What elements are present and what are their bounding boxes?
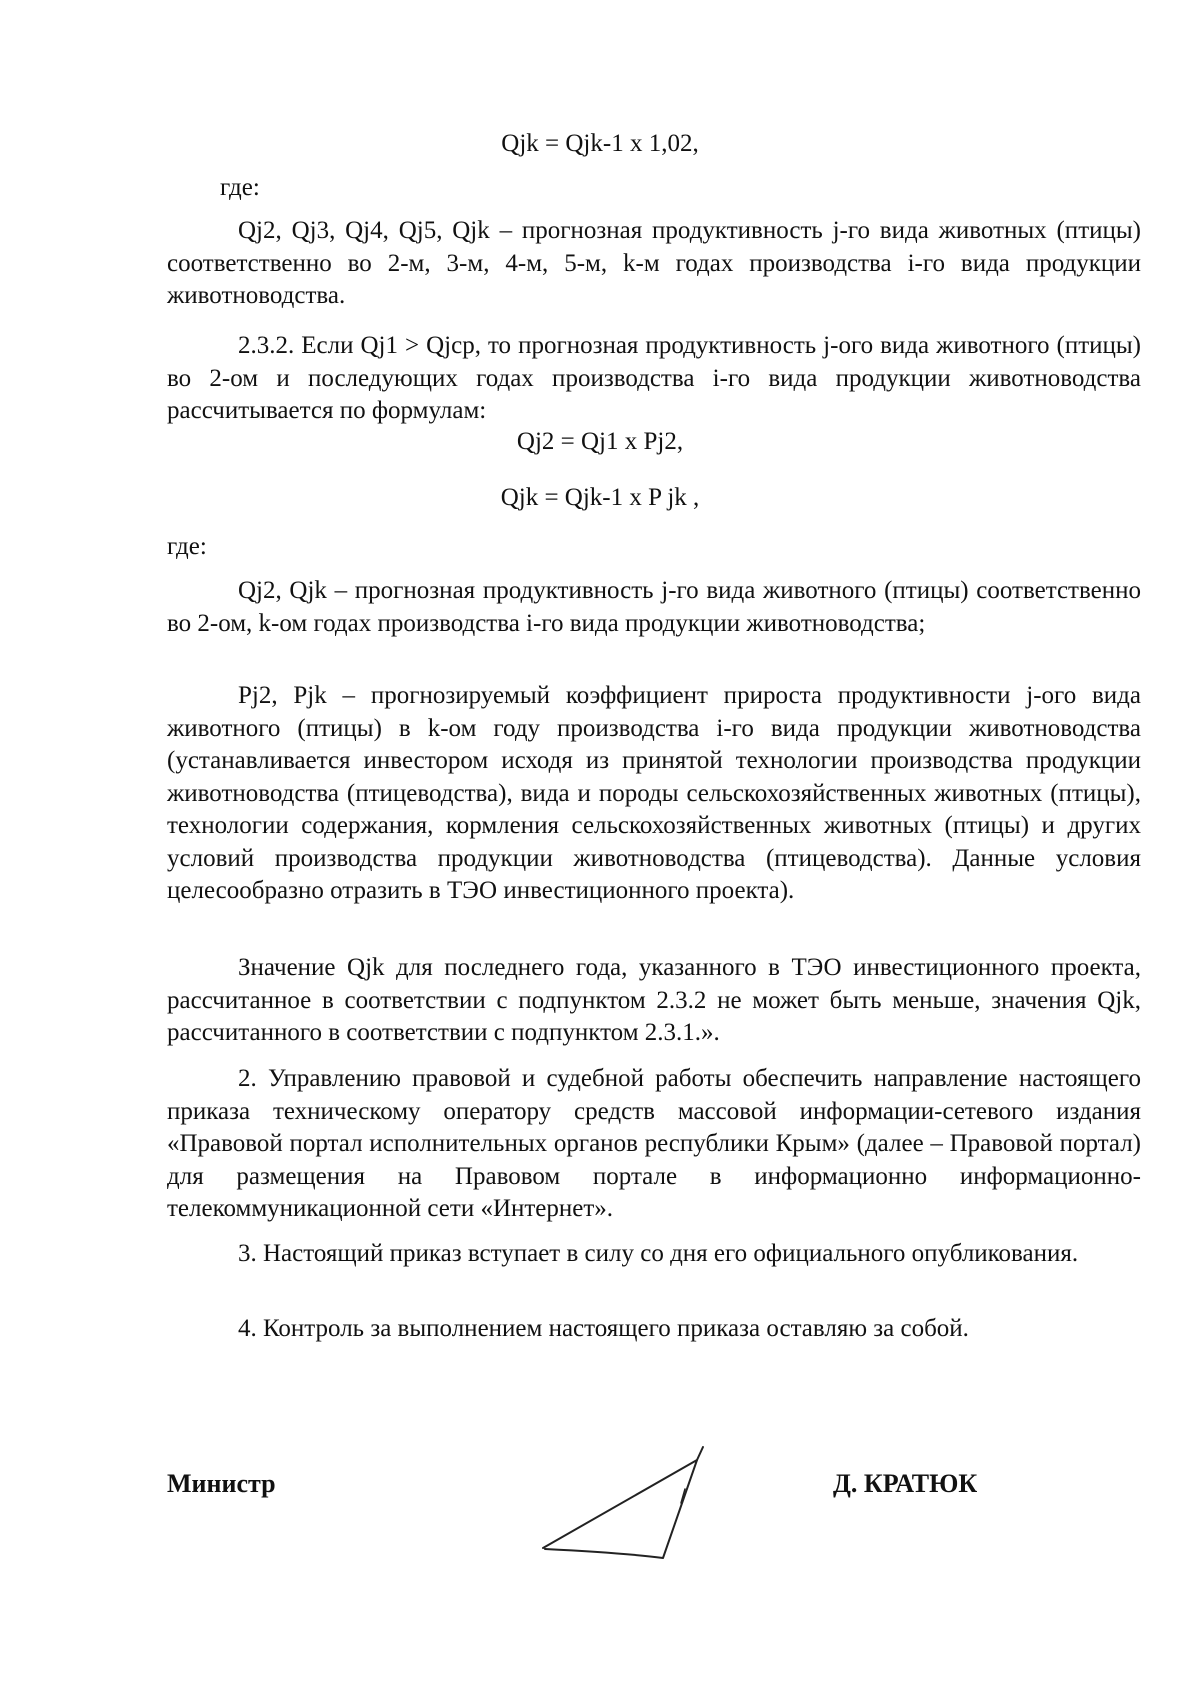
paragraph-pj-definitions: Pj2, Pjk – прогнозируемый коэффициент прироста продуктивности j-ого вида животного (птицы) в k-ом году производства i-го вида продукции животноводства (устанавливается инвестором исходя из принятой технологии производства продукции животноводства (птицеводства), вида и породы сельскохозяйственных животных (птицы), технологии содержания, кормления сельскохозяйственных животных (птицы) и других условий производства продукции животноводства (птицеводства). Данные условия целесообразно отразить в ТЭО инвестиционного проекта). (167, 682, 1141, 904)
formula-qjk-growth: Qjk = Qjk-1 х 1,02, (501, 130, 699, 157)
paragraph-item-4: 4. Контроль за выполнением настоящего приказа оставляю за собой. (238, 1315, 969, 1342)
formula-qj2: Qj2 = Qj1 х Pj2, (516, 428, 684, 455)
paragraph-item-3: 3. Настоящий приказ вступает в силу со дня его официального опубликования. (238, 1240, 1079, 1267)
where-label: где: (220, 174, 260, 201)
formula-qjk: Qjk = Qjk-1 х P jk , (500, 484, 700, 511)
paragraph-item-2: 2. Управлению правовой и судебной работы обеспечить направление настоящего приказа техническому оператору средств массовой информации-сетевого издания «Правовой портал исполнительных органов республики Крым» (далее – Правовой портал) для размещения на Правовом портале в информационно информационно-телекоммуникационной сети «Интернет». (167, 1065, 1141, 1222)
where-label-2: где: (167, 533, 207, 560)
paragraph-qj2-qjk-definitions: Qj2, Qjk – прогнозная продуктивность j-го вида животного (птицы) соответственно во 2-ом, k-ом годах производства i-го вида продукции животноводства; (167, 577, 1141, 637)
signatory-name: Д. КРАТЮК (833, 1469, 978, 1498)
paragraph-2-3-2: 2.3.2. Если Qj1 > Qjср, то прогнозная продуктивность j-ого вида животного (птицы) во 2-ом и последующих годах производства i-го вида продукции животноводства рассчитывается по формулам: (167, 332, 1141, 424)
paragraph-qjk-value: Значение Qjk для последнего года, указанного в ТЭО инвестиционного проекта, рассчитанное в соответствии с подпунктом 2.3.2 не может быть меньше, значения Qjk, рассчитанного в соответствии с подпунктом 2.3.1.». (167, 954, 1141, 1046)
handwritten-signature (535, 1445, 715, 1575)
paragraph-qj-definitions: Qj2, Qj3, Qj4, Qj5, Qjk – прогнозная продуктивность j-го вида животных (птицы) соответственно во 2-м, 3-м, 4-м, 5-м, k-м годах производства i-го вида продукции животноводства. (167, 217, 1141, 309)
signatory-role: Министр (167, 1469, 276, 1498)
